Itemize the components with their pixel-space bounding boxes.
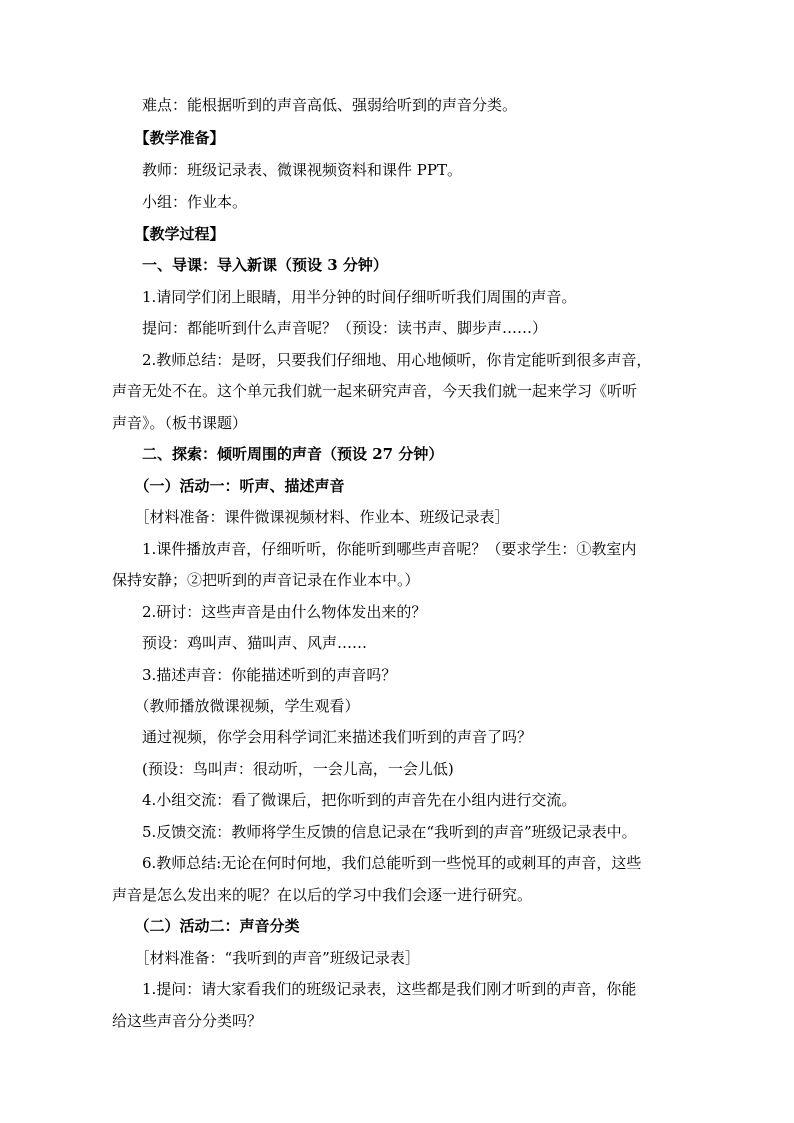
text-line: 声音》。（板书课题）	[112, 414, 248, 432]
text-line: 通过视频，你学会用科学词汇来描述我们听到的声音了吗？	[112, 728, 533, 746]
text-line: 小组：作业本。	[112, 193, 248, 211]
text-line: ［材料准备：课件微课视频材料、作业本、班级记录表］	[112, 508, 510, 526]
text-line: 声音是怎么发出来的呢？在以后的学习中我们会逐一进行研究。	[112, 886, 533, 904]
text-line: 5.反馈交流：教师将学生反馈的信息记录在“我听到的声音”班级记录表中。	[112, 823, 637, 841]
subsection-heading: 一、导课：导入新课（预设 3 分钟）	[112, 256, 388, 274]
text-line: 4.小组交流：看了微课后，把你听到的声音先在小组内进行交流。	[112, 791, 577, 809]
section-heading: 【教学过程】	[112, 225, 225, 243]
text-line: 提问：都能听到什么声音呢？（预设：读书声、脚步声……）	[112, 319, 548, 337]
text-line: 保持安静；②把听到的声音记录在作业本中。）	[112, 571, 420, 589]
section-heading: 【教学准备】	[112, 129, 225, 147]
text-line: 教师：班级记录表、微课视频资料和课件 PPT。	[112, 161, 462, 179]
text-line: ［材料准备：“我听到的声音”班级记录表］	[112, 949, 420, 967]
text-line: 2.研讨：这些声音是由什么物体发出来的？	[112, 603, 427, 621]
text-line: 声音无处不在。这个单元我们就一起来研究声音，今天我们就一起来学习《听听	[112, 382, 638, 400]
text-line: （教师播放微课视频，学生观看）	[112, 697, 360, 715]
text-line: 1.课件播放声音，仔细听听，你能听到哪些声音呢？（要求学生：①教室内	[112, 540, 637, 558]
text-line: 3.描述声音：你能描述听到的声音吗？	[112, 666, 397, 684]
subsection-heading: 二、探索：倾听周围的声音（预设 27 分钟）	[112, 445, 444, 463]
activity-heading: （一）活动一：听声、描述声音	[112, 477, 345, 495]
text-line: 难点：能根据听到的声音高低、强弱给听到的声音分类。	[112, 96, 518, 114]
text-line: 预设：鸡叫声、猫叫声、风声……	[112, 634, 368, 652]
text-line: 给这些声音分分类吗？	[112, 1012, 263, 1030]
activity-heading: （二）活动二：声音分类	[112, 917, 300, 935]
text-line: 2.教师总结：是呀，只要我们仔细地、用心地倾听，你肯定能听到很多声音，	[112, 351, 652, 369]
text-line: (预设：鸟叫声：很动听，一会儿高，一会儿低)	[112, 760, 454, 778]
text-line: 1.请同学们闭上眼睛，用半分钟的时间仔细听听我们周围的声音。	[112, 288, 577, 306]
text-line: 1.提问：请大家看我们的班级记录表，这些都是我们刚才听到的声音，你能	[112, 980, 637, 998]
text-line: 6.教师总结:无论在何时何地，我们总能听到一些悦耳的或刺耳的声音，这些	[112, 854, 642, 872]
